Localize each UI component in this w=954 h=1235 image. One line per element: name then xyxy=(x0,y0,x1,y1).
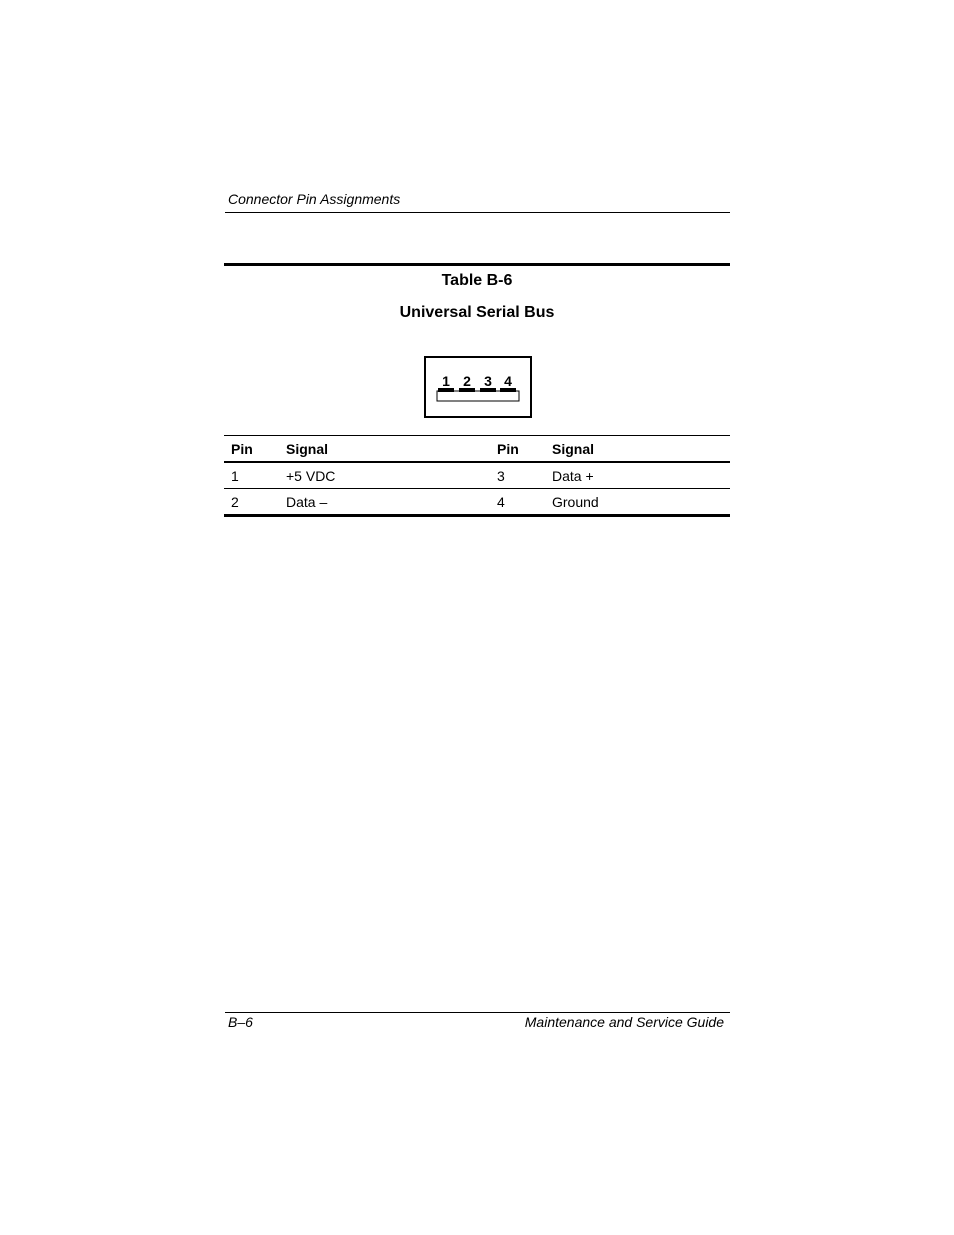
column-header-pin: Pin xyxy=(490,436,545,463)
connector-housing xyxy=(425,357,531,417)
footer-rule xyxy=(225,1012,730,1013)
column-header-signal: Signal xyxy=(279,436,490,463)
pin-label-3: 3 xyxy=(484,373,492,389)
pin-cell: 2 xyxy=(224,489,279,516)
signal-cell: Ground xyxy=(545,489,730,516)
pin-cell: 3 xyxy=(490,462,545,489)
usb-connector-figure xyxy=(424,356,534,420)
column-header-signal: Signal xyxy=(545,436,730,463)
pin-label-4: 4 xyxy=(504,373,512,389)
signal-cell: Data – xyxy=(279,489,490,516)
pin-cell: 1 xyxy=(224,462,279,489)
pin-assignment-table xyxy=(224,435,730,517)
running-head: Connector Pin Assignments xyxy=(228,191,401,207)
header-rule xyxy=(225,212,730,213)
pin-label-1: 1 xyxy=(442,373,450,389)
signal-cell: +5 VDC xyxy=(279,462,490,489)
signal-cell: Data + xyxy=(545,462,730,489)
table-number: Table B-6 xyxy=(441,272,513,289)
table-row xyxy=(224,489,730,516)
pin-label-2: 2 xyxy=(463,373,471,389)
table-row xyxy=(224,462,730,489)
table-header-row xyxy=(224,436,730,463)
column-header-pin: Pin xyxy=(224,436,279,463)
connector-tongue xyxy=(437,391,519,401)
pin-cell: 4 xyxy=(490,489,545,516)
table-top-rule xyxy=(224,263,730,266)
page-number: B–6 xyxy=(228,1014,253,1030)
guide-title: Maintenance and Service Guide xyxy=(524,1014,724,1030)
table-title: Universal Serial Bus xyxy=(399,304,555,321)
